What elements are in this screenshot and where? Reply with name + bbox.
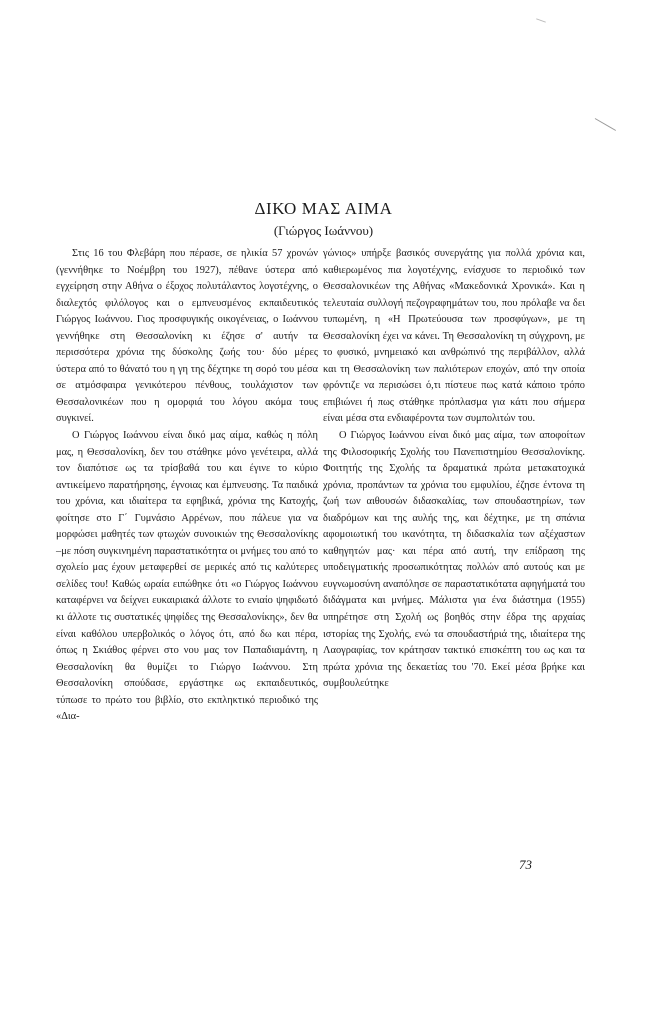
paragraph: Ο Γιώργος Ιωάννου είναι δικό μας αίμα, των αποφοίτων της Φιλοσοφικής Σχολής του Πανεπιστημίου Θεσσαλονίκης. Φοιτητής της Σχολής τα δραματικά πρώτα μετακατοχικά χρόνια, προπάντων τα χρόνια του εμφυλίου, έζησε έντονα τη ζωή των αιθουσών διδασκαλίας, των σπουδαστηρίων, των διαδρόμων και της αυλής της, και δέχτηκε, με τη σπάνια αφομοιωτική του ικανότητα, τη διδασκαλία των αξέχαστων καθηγητών μας· και πέρα από αυτή, την επίδραση της υποδειγματικής προσωπικότητας πολλών από αυτούς και με ευγνωμοσύνη αναπόλησε σε παραστατικότατα αφηγήματά του διδάγματα και μνήμες. Μάλιστα για ένα διάστημα (1955) υπηρέτησε στη Σχολή ως βοηθός στην έδρα της αρχαίας ιστορίας της Σχολής, ενώ τα σπουδαστήριά της, ιδιαίτερα της Λαογραφίας, τον κράτησαν τακτικό επισκέπτη του ως και τα πρώτα χρόνια της δεκαετίας του '70. Εκεί μέσα βρήκε και συμβουλεύτηκε — [323, 430, 585, 690]
paragraph: γώνιος» υπήρξε βασικός συνεργάτης για πολλά χρόνια και, καθιερωμένος πια λογοτέχνης, ενίσχυσε το περιοδικό των Θεσσαλονικέων της Αθήνας «Μακεδονικά Χρονικά». Και η τελευταία συλλογή πεζογραφημάτων του, που πρόλαβε να δει τυπωμένη, η «Η Πρωτεύουσα των προσφύγων», με τη Θεσσαλονίκη έχει να κάνει. Τη Θεσσαλονίκη τη σύγχρονη, με το φυσικό, μνημειακό και ανθρώπινό της περιβάλλον, αλλά και τη Θεσσαλονίκη των παλιότερων εποχών, από την οποία φρόντιζε να περισώσει ό,τι πίστευε πως κατά κάποιο τρόπο επιβιώνει ή πως στάθηκε πρόπλασμα για κάτι που σήμερα είναι μέσα στα ενδιαφέροντα των συμπολιτών του. — [323, 248, 585, 425]
right-column — [323, 246, 585, 693]
scan-mark — [536, 18, 546, 22]
left-column — [56, 246, 318, 726]
scan-mark — [595, 118, 616, 131]
paragraph: Στις 16 του Φλεβάρη που πέρασε, σε ηλικία 57 χρονών (γεννήθηκε το Νοέμβρη του 1927), πέθανε ύστερα από εγχείρηση στην Αθήνα ο έξοχος πολυτάλαντος λογοτέχνης, ο διαλεχτός φιλόλογος και ο εμπνευσμένος εκπαιδευτικός Γιώργος Ιωάννου. Γιος προσφυγικής οικογένειας, ο Ιωάννου γεννήθηκε στη Θεσσαλονίκη κι έζησε σ' αυτήν τα περισσότερα χρόνια της δύσκολης ζωής του· δύο μέρες ύστερα από το θάνατό του η γη της δέχτηκε τη σορό του μέσα σε ατμόσφαιρα γενικότερου πένθους, τουλάχιστον των Θεσσαλονικέων που η ομορφιά του λόγου ακόμα τους συγκινεί. — [56, 248, 318, 425]
article-subtitle: (Γιώργος Ιωάννου) — [273, 223, 374, 238]
page-number: 73 — [519, 857, 532, 872]
paragraph: Ο Γιώργος Ιωάννου είναι δικό μας αίμα, καθώς η πόλη μας, η Θεσσαλονίκη, δεν του στάθηκε μόνο γενέτειρα, αλλά τον διαπότισε ως τα τρίσβαθά του και έγινε το κύριο αντικείμενο παρατήρησης, έγνοιας και έμπνευσης. Τα παιδικά του χρόνια, και ιδιαίτερα τα εφηβικά, χρόνια της Κατοχής, φοίτησε στο Γ΄ Γυμνάσιο Αρρένων, που πάλευε για να μορφώσει μαθητές των φτωχών συνοικιών της Θεσσαλονίκης –με πόση συγκινημένη παραστατικότητα οι μνήμες του από το σχολείο μας έχουν μεταφερθεί σε μερικές από τις καλύτερες σελίδες του! Καθώς ωραία ειπώθηκε ότι «ο Γιώργος Ιωάννου καταφέρνει να δείχνει ευκαιριακά άλλοτε το ενιαίο ψηφιδωτό κι άλλοτε τις συστατικές ψηφίδες της Θεσσαλονίκης», δεν θα είναι καθόλου υπερβολικός ο λόγος ότι, από δω και πέρα, όπως η Σκιάθος φέρνει στο νου μας τον Παπαδιαμάντη, η Θεσσαλονίκη θα θυμίζει το Γιώργο Ιωάννου. Στη Θεσσαλονίκη σπούδασε, εργάστηκε ως εκπαιδευτικός, τύπωσε το πρώτο του βιβλίο, στο εκπληκτικό περιοδικό της «Δια- — [56, 430, 318, 723]
article-title: ΔΙΚΟ ΜΑΣ ΑΙΜΑ — [254, 199, 393, 218]
